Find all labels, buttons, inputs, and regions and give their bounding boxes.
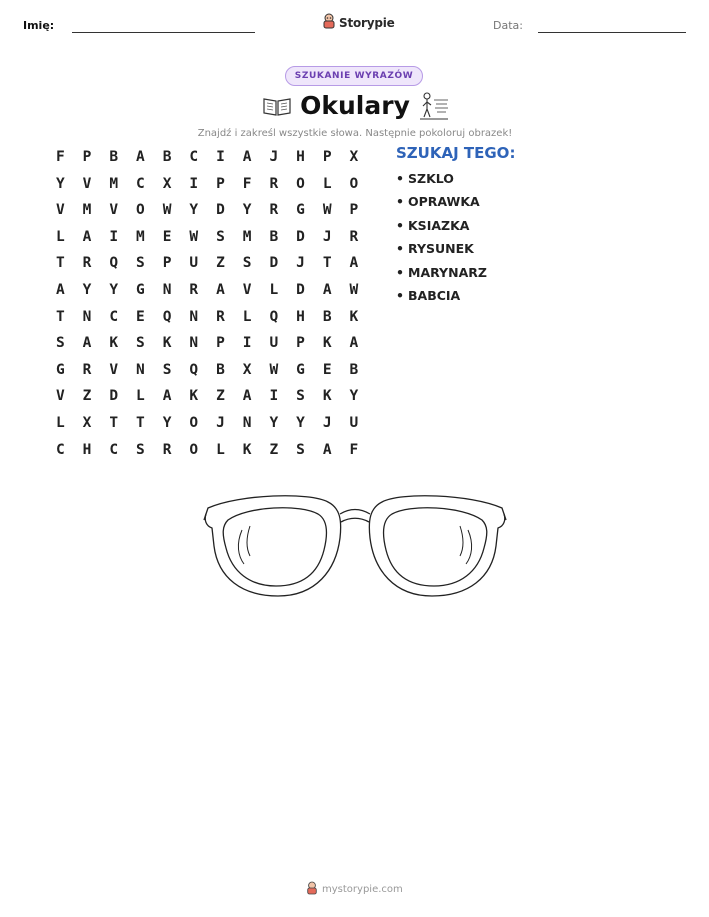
grid-cell[interactable]: Y: [82, 281, 92, 298]
grid-cell[interactable]: N: [82, 308, 92, 325]
grid-cell[interactable]: I: [109, 228, 119, 245]
grid-cell[interactable]: Y: [109, 281, 119, 298]
grid-cell[interactable]: S: [136, 441, 145, 458]
grid-cell[interactable]: J: [269, 149, 279, 165]
grid-cell[interactable]: Z: [269, 441, 279, 458]
grid-cell[interactable]: J: [296, 255, 305, 272]
grid-cell[interactable]: B: [349, 361, 359, 378]
word-label: MARYNARZ: [408, 264, 487, 280]
grid-cell[interactable]: S: [136, 335, 145, 352]
grid-cell[interactable]: P: [162, 255, 172, 272]
grid-cell[interactable]: A: [136, 149, 145, 165]
grid-cell[interactable]: G: [296, 361, 305, 378]
pie-mascot-icon: [306, 880, 318, 899]
grid-row: [47, 173, 367, 200]
grid-cell[interactable]: A: [55, 281, 65, 298]
word-label: SZKLO: [408, 171, 454, 186]
grid-row: [47, 412, 367, 439]
person-by-sea-icon: [418, 90, 450, 126]
grid-cell[interactable]: P: [216, 335, 225, 352]
grid-cell[interactable]: M: [136, 228, 145, 245]
grid-cell[interactable]: U: [269, 335, 279, 352]
grid-cell[interactable]: Y: [296, 414, 305, 431]
grid-cell[interactable]: Y: [55, 175, 65, 192]
grid-cell[interactable]: W: [162, 202, 172, 219]
grid-cell[interactable]: K: [162, 335, 172, 352]
grid-cell[interactable]: P: [216, 175, 225, 192]
grid-cell[interactable]: A: [242, 149, 252, 165]
name-line[interactable]: [72, 32, 255, 33]
word-item: [396, 218, 487, 241]
grid-cell[interactable]: M: [242, 228, 252, 245]
grid-cell[interactable]: R: [269, 175, 279, 192]
grid-cell[interactable]: P: [82, 149, 92, 165]
grid-cell[interactable]: W: [322, 202, 332, 219]
grid-cell[interactable]: S: [296, 441, 305, 458]
grid-cell[interactable]: G: [55, 361, 65, 378]
grid-cell[interactable]: V: [82, 175, 92, 192]
grid-cell[interactable]: W: [269, 361, 279, 378]
grid-cell[interactable]: R: [82, 361, 92, 378]
grid-cell[interactable]: X: [162, 175, 172, 192]
grid-cell[interactable]: M: [109, 175, 119, 192]
grid-cell[interactable]: S: [136, 255, 145, 272]
grid-cell[interactable]: G: [136, 281, 145, 298]
grid-cell[interactable]: B: [162, 149, 172, 165]
grid-cell[interactable]: L: [136, 388, 145, 405]
grid-cell[interactable]: U: [349, 414, 359, 431]
grid-cell[interactable]: B: [269, 228, 279, 245]
letter-grid: [47, 146, 367, 465]
grid-row: [47, 199, 367, 226]
brand-logo: [322, 13, 395, 33]
grid-cell[interactable]: R: [269, 202, 279, 219]
word-item: [396, 265, 487, 288]
grid-cell[interactable]: J: [322, 228, 332, 245]
grid-cell[interactable]: H: [296, 149, 305, 165]
grid-cell[interactable]: O: [189, 414, 199, 431]
grid-cell[interactable]: D: [296, 228, 305, 245]
grid-cell[interactable]: W: [349, 281, 359, 298]
word-item: [396, 241, 487, 264]
grid-cell[interactable]: U: [189, 255, 199, 272]
grid-cell[interactable]: V: [109, 202, 119, 219]
grid-cell[interactable]: I: [242, 335, 252, 352]
grid-cell[interactable]: K: [109, 335, 119, 352]
grid-cell[interactable]: Z: [216, 388, 225, 405]
grid-cell[interactable]: Y: [349, 388, 359, 405]
word-item: [396, 194, 487, 217]
grid-cell[interactable]: R: [349, 228, 359, 245]
grid-cell[interactable]: N: [189, 308, 199, 325]
grid-cell[interactable]: O: [189, 441, 199, 458]
grid-cell[interactable]: O: [136, 202, 145, 219]
grid-cell[interactable]: N: [189, 335, 199, 352]
bullet: •: [396, 171, 404, 186]
grid-cell[interactable]: I: [269, 388, 279, 405]
wordlist-title: SZUKAJ TEGO:: [396, 144, 516, 162]
grid-cell[interactable]: A: [82, 335, 92, 352]
grid-cell[interactable]: T: [55, 255, 65, 272]
grid-cell[interactable]: W: [189, 228, 199, 245]
grid-cell[interactable]: D: [296, 281, 305, 298]
grid-cell[interactable]: R: [216, 308, 225, 325]
grid-cell[interactable]: A: [82, 228, 92, 245]
word-label: KSIAZKA: [408, 217, 470, 233]
grid-cell[interactable]: L: [322, 175, 332, 192]
grid-cell[interactable]: B: [216, 361, 225, 378]
footer-url[interactable]: mystorypie.com: [322, 884, 403, 895]
footer: [306, 880, 403, 899]
eyeglasses-coloring-picture[interactable]: [200, 490, 510, 606]
grid-cell[interactable]: R: [82, 255, 92, 272]
grid-cell[interactable]: V: [242, 281, 252, 298]
grid-cell[interactable]: F: [242, 175, 252, 192]
grid-cell[interactable]: F: [55, 149, 65, 165]
grid-cell[interactable]: H: [82, 441, 92, 458]
grid-cell[interactable]: C: [109, 441, 119, 458]
grid-cell[interactable]: X: [242, 361, 252, 378]
brand-name: Storypie: [339, 16, 395, 30]
grid-cell[interactable]: Z: [82, 388, 92, 405]
grid-cell[interactable]: S: [296, 388, 305, 405]
word-label: OPRAWKA: [408, 194, 480, 210]
name-label: Imię:: [23, 19, 55, 32]
grid-cell[interactable]: A: [349, 335, 359, 352]
grid-cell[interactable]: C: [109, 308, 119, 325]
grid-cell[interactable]: N: [242, 414, 252, 431]
grid-cell[interactable]: J: [322, 414, 332, 431]
date-line[interactable]: [538, 32, 686, 33]
grid-cell[interactable]: T: [109, 414, 119, 431]
grid-cell[interactable]: P: [349, 202, 359, 219]
grid-cell[interactable]: E: [322, 361, 332, 378]
bullet: •: [396, 217, 404, 233]
grid-cell[interactable]: P: [322, 149, 332, 165]
grid-cell[interactable]: K: [242, 441, 252, 458]
grid-cell[interactable]: A: [322, 281, 332, 298]
grid-cell[interactable]: T: [55, 308, 65, 325]
grid-row: [47, 146, 367, 173]
grid-cell[interactable]: S: [55, 335, 65, 352]
grid-cell[interactable]: S: [216, 228, 225, 245]
grid-cell[interactable]: P: [296, 335, 305, 352]
grid-cell[interactable]: K: [189, 388, 199, 405]
grid-cell[interactable]: L: [55, 414, 65, 431]
grid-cell[interactable]: D: [269, 255, 279, 272]
bullet: •: [396, 264, 404, 280]
grid-cell[interactable]: R: [162, 441, 172, 458]
grid-cell[interactable]: C: [55, 441, 65, 458]
grid-cell[interactable]: B: [322, 308, 332, 325]
grid-row: [47, 359, 367, 386]
grid-cell[interactable]: N: [162, 281, 172, 298]
grid-cell[interactable]: K: [322, 335, 332, 352]
grid-cell[interactable]: J: [216, 414, 225, 431]
grid-cell[interactable]: V: [55, 388, 65, 405]
grid-cell[interactable]: N: [136, 361, 145, 378]
grid-cell[interactable]: A: [216, 281, 225, 298]
pie-mascot-icon: [322, 13, 336, 33]
grid-cell[interactable]: Y: [189, 202, 199, 219]
grid-cell[interactable]: M: [82, 202, 92, 219]
grid-cell[interactable]: K: [349, 308, 359, 325]
grid-cell[interactable]: R: [189, 281, 199, 298]
grid-cell[interactable]: B: [109, 149, 119, 165]
grid-cell[interactable]: T: [136, 414, 145, 431]
grid-row: [47, 279, 367, 306]
grid-cell[interactable]: Y: [269, 414, 279, 431]
grid-cell[interactable]: Y: [162, 414, 172, 431]
bullet: •: [396, 194, 404, 210]
word-item: [396, 288, 487, 311]
grid-cell[interactable]: O: [296, 175, 305, 192]
grid-cell[interactable]: Z: [216, 255, 225, 272]
grid-cell[interactable]: T: [322, 255, 332, 272]
grid-cell[interactable]: Q: [109, 255, 119, 272]
grid-row: [47, 439, 367, 466]
worksheet-type-badge: SZUKANIE WYRAZÓW: [285, 66, 423, 86]
grid-cell[interactable]: L: [242, 308, 252, 325]
grid-row: [47, 306, 367, 333]
grid-cell[interactable]: V: [55, 202, 65, 219]
grid-cell[interactable]: Q: [189, 361, 199, 378]
grid-cell[interactable]: L: [216, 441, 225, 458]
grid-cell[interactable]: E: [162, 228, 172, 245]
grid-cell[interactable]: E: [136, 308, 145, 325]
bullet: •: [396, 287, 404, 303]
word-item: [396, 171, 487, 194]
grid-cell[interactable]: C: [136, 175, 145, 192]
grid-row: [47, 252, 367, 279]
grid-cell[interactable]: D: [216, 202, 225, 219]
grid-cell[interactable]: D: [109, 388, 119, 405]
grid-cell[interactable]: A: [162, 388, 172, 405]
grid-cell[interactable]: A: [242, 388, 252, 405]
grid-cell[interactable]: X: [82, 414, 92, 431]
grid-cell[interactable]: G: [296, 202, 305, 219]
grid-cell[interactable]: F: [349, 441, 359, 458]
grid-cell[interactable]: O: [349, 175, 359, 192]
grid-cell[interactable]: Q: [162, 308, 172, 325]
grid-cell[interactable]: H: [296, 308, 305, 325]
grid-cell[interactable]: K: [322, 388, 332, 405]
grid-cell[interactable]: I: [216, 149, 225, 165]
grid-cell[interactable]: C: [189, 149, 199, 165]
grid-row: [47, 332, 367, 359]
grid-cell[interactable]: V: [109, 361, 119, 378]
word-label: BABCIA: [408, 287, 461, 303]
grid-cell[interactable]: A: [322, 441, 332, 458]
grid-cell[interactable]: Q: [269, 308, 279, 325]
grid-cell[interactable]: I: [189, 175, 199, 192]
grid-cell[interactable]: L: [55, 228, 65, 245]
date-label: Data:: [493, 19, 523, 32]
wordlist: [396, 171, 487, 311]
instructions: Znajdź i zakreśl wszystkie słowa. Następnie pokoloruj obrazek!: [197, 128, 513, 139]
grid-cell[interactable]: L: [269, 281, 279, 298]
grid-cell[interactable]: Y: [242, 202, 252, 219]
grid-cell[interactable]: S: [242, 255, 252, 272]
page-title: Okulary: [300, 91, 410, 120]
grid-row: [47, 385, 367, 412]
grid-cell[interactable]: X: [349, 149, 359, 165]
grid-cell[interactable]: A: [349, 255, 359, 272]
open-book-icon: [262, 95, 292, 121]
word-label: RYSUNEK: [408, 241, 474, 257]
bullet: •: [396, 241, 404, 257]
grid-row: [47, 226, 367, 253]
grid-cell[interactable]: S: [162, 361, 172, 378]
